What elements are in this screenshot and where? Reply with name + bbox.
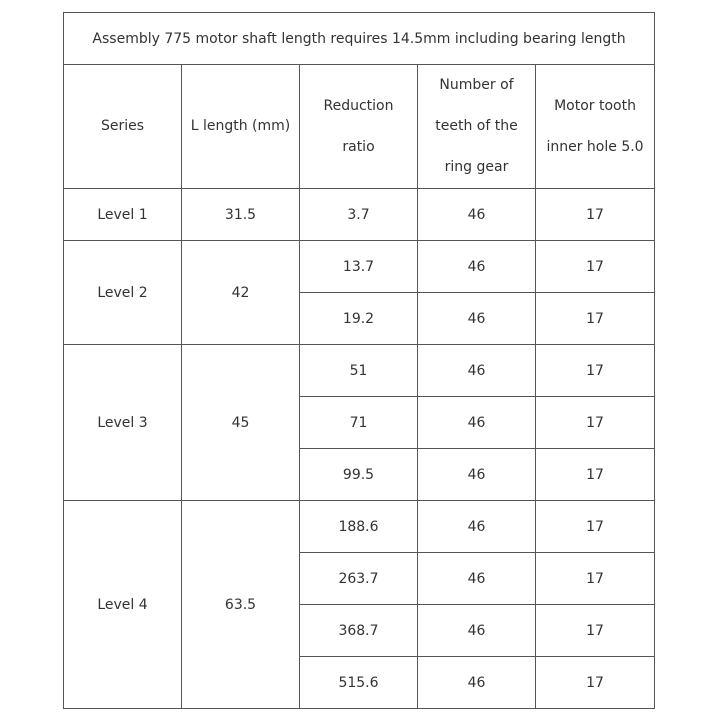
- ring-teeth-cell: 46: [418, 605, 536, 657]
- ratio-cell: 51: [300, 345, 418, 397]
- ratio-cell: 188.6: [300, 501, 418, 553]
- motor-tooth-cell: 17: [536, 345, 655, 397]
- ring-teeth-cell: 46: [418, 657, 536, 709]
- motor-tooth-cell: 17: [536, 553, 655, 605]
- table-row: [64, 345, 655, 397]
- motor-tooth-cell: 17: [536, 397, 655, 449]
- ring-teeth-cell: 46: [418, 449, 536, 501]
- ring-teeth-cell: 46: [418, 345, 536, 397]
- table-row: [64, 501, 655, 553]
- ring-teeth-cell: 46: [418, 293, 536, 345]
- ratio-cell: 19.2: [300, 293, 418, 345]
- table-title: Assembly 775 motor shaft length requires 14.5mm including bearing length: [64, 13, 655, 65]
- motor-tooth-cell: 17: [536, 657, 655, 709]
- ratio-cell: 71: [300, 397, 418, 449]
- table-row: [64, 189, 655, 241]
- header-motor-tooth: [536, 65, 655, 189]
- ratio-cell: 3.7: [300, 189, 418, 241]
- header-reduction-ratio: [300, 65, 418, 189]
- header-ring-gear-teeth: [418, 65, 536, 189]
- motor-tooth-cell: 17: [536, 605, 655, 657]
- ratio-cell: 515.6: [300, 657, 418, 709]
- ring-teeth-cell: 46: [418, 241, 536, 293]
- series-cell: Level 1: [64, 189, 182, 241]
- header-row: [64, 65, 655, 189]
- series-cell: Level 3: [64, 345, 182, 501]
- header-ring-line: ring gear: [444, 159, 509, 175]
- motor-tooth-cell: 17: [536, 501, 655, 553]
- header-ring-line: teeth of the: [435, 118, 518, 134]
- motor-tooth-cell: 17: [536, 241, 655, 293]
- motor-tooth-cell: 17: [536, 189, 655, 241]
- ratio-cell: 263.7: [300, 553, 418, 605]
- ring-teeth-cell: 46: [418, 553, 536, 605]
- ratio-cell: 368.7: [300, 605, 418, 657]
- l-length-cell: 63.5: [182, 501, 300, 709]
- series-cell: Level 4: [64, 501, 182, 709]
- l-length-cell: 42: [182, 241, 300, 345]
- header-motor-line: Motor tooth: [554, 97, 636, 114]
- spec-table: [63, 12, 655, 709]
- motor-tooth-cell: 17: [536, 293, 655, 345]
- header-ratio-line: Reduction: [323, 97, 394, 114]
- ratio-cell: 13.7: [300, 241, 418, 293]
- ratio-cell: 99.5: [300, 449, 418, 501]
- header-series: Series: [64, 65, 182, 189]
- ring-teeth-cell: 46: [418, 501, 536, 553]
- ring-teeth-cell: 46: [418, 189, 536, 241]
- header-ring-line: Number of: [439, 77, 514, 93]
- table-row: [64, 241, 655, 293]
- header-ratio-line: ratio: [342, 138, 375, 155]
- header-l-length: L length (mm): [182, 65, 300, 189]
- l-length-cell: 45: [182, 345, 300, 501]
- series-cell: Level 2: [64, 241, 182, 345]
- l-length-cell: 31.5: [182, 189, 300, 241]
- motor-tooth-cell: 17: [536, 449, 655, 501]
- header-motor-line: inner hole 5.0: [546, 138, 644, 155]
- ring-teeth-cell: 46: [418, 397, 536, 449]
